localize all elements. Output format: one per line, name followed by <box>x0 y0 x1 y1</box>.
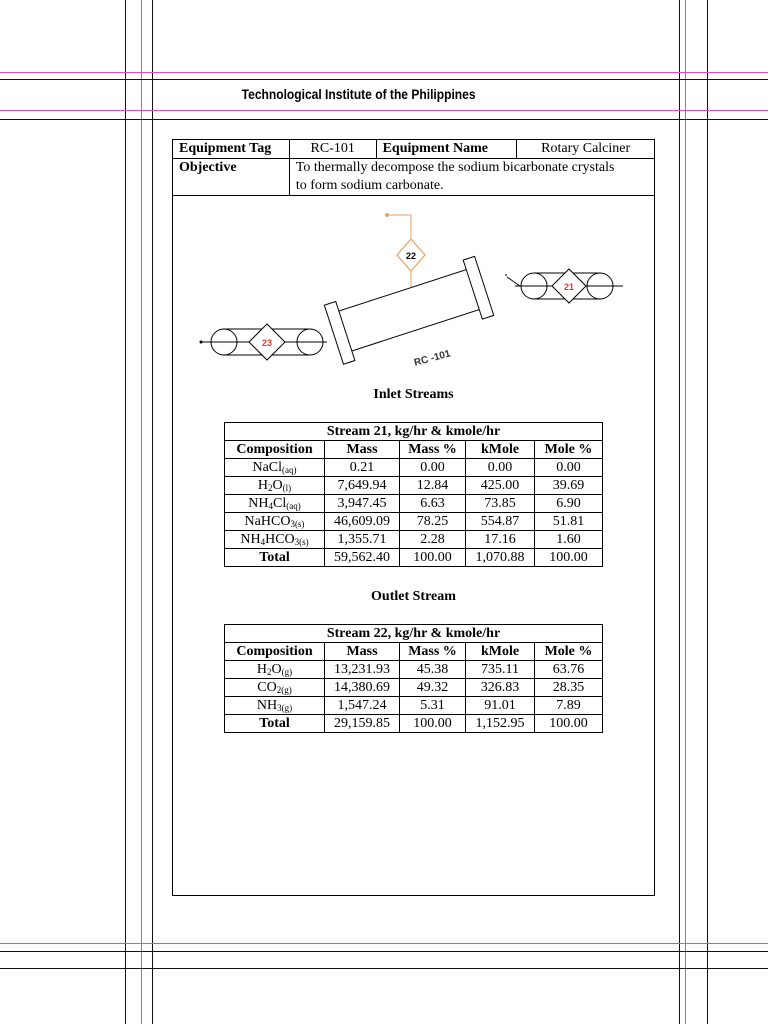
layout-guide <box>685 0 686 1024</box>
equipment-name-value: Rotary Calciner <box>517 140 655 159</box>
equipment-tag-value: RC-101 <box>289 140 376 159</box>
composition-cell: $NH_{3(g)}$ <box>225 697 325 715</box>
mass-pct-cell: 5.31 <box>400 697 466 715</box>
column-header: Mass % <box>400 643 466 661</box>
stream-21-label: 21 <box>563 282 575 292</box>
layout-guide <box>0 72 768 73</box>
kmole-cell: 73.85 <box>466 495 535 513</box>
mass-pct-cell: 2.28 <box>400 531 466 549</box>
equipment-tag-row <box>173 140 655 159</box>
layout-guide <box>152 0 153 1024</box>
kmole-cell: 17.16 <box>466 531 535 549</box>
table-title: Stream 22, kg/hr & kmole/hr <box>225 625 603 643</box>
outlet-section-title: Outlet Stream <box>371 589 456 604</box>
mass-pct-cell: 12.84 <box>400 477 466 495</box>
composition-cell: NaHCO$_{3(s)}$ <box>225 513 325 531</box>
kmole-cell: 1,152.95 <box>466 715 535 733</box>
total-row <box>225 549 603 567</box>
column-header: Composition <box>225 643 325 661</box>
mass-pct-cell: 6.63 <box>400 495 466 513</box>
mole-pct-cell: 63.76 <box>535 661 603 679</box>
kmole-cell: 91.01 <box>466 697 535 715</box>
objective-line: to form sodium carbonate. <box>295 178 444 193</box>
table-row <box>225 531 603 549</box>
column-header: Mass % <box>400 441 466 459</box>
mass-pct-cell: 0.00 <box>400 459 466 477</box>
objective-row <box>173 159 655 196</box>
layout-guide <box>679 0 680 1024</box>
column-header: Mole % <box>535 643 603 661</box>
stream-23-label: 23 <box>261 338 273 348</box>
layout-guide <box>125 0 126 1024</box>
mole-pct-cell: 100.00 <box>535 715 603 733</box>
column-header: kMole <box>466 441 535 459</box>
composition-cell: $H_2O_{(g)}$ <box>225 661 325 679</box>
layout-guide <box>0 943 768 944</box>
mass-cell: 46,609.09 <box>325 513 400 531</box>
mass-cell: 0.21 <box>325 459 400 477</box>
layout-guide <box>0 951 768 952</box>
column-header: Composition <box>225 441 325 459</box>
mole-pct-cell: 1.60 <box>535 531 603 549</box>
equipment-id-label: RC -101 <box>412 348 452 369</box>
stream-22-inlet-dot <box>385 213 389 217</box>
mass-cell: 1,547.24 <box>325 697 400 715</box>
calciner-drum-icon <box>324 256 493 364</box>
table-row <box>225 679 603 697</box>
table-row <box>225 477 603 495</box>
kmole-cell: 425.00 <box>466 477 535 495</box>
mass-cell: 1,355.71 <box>325 531 400 549</box>
stream-22-label: 22 <box>405 251 417 261</box>
table-row <box>225 513 603 531</box>
composition-cell: $H_2O_{(l)}$ <box>225 477 325 495</box>
layout-guide <box>0 119 768 120</box>
table-row <box>225 459 603 477</box>
total-row <box>225 715 603 733</box>
column-header: Mass <box>325 643 400 661</box>
kmole-cell: 1,070.88 <box>466 549 535 567</box>
mass-cell: 29,159.85 <box>325 715 400 733</box>
composition-cell: NaCl$_{(aq)}$ <box>225 459 325 477</box>
kmole-cell: 326.83 <box>466 679 535 697</box>
mass-pct-cell: 100.00 <box>400 549 466 567</box>
mass-pct-cell: 45.38 <box>400 661 466 679</box>
mole-pct-cell: 0.00 <box>535 459 603 477</box>
mole-pct-cell: 51.81 <box>535 513 603 531</box>
equipment-name-label: Equipment Name <box>376 140 517 159</box>
column-header: Mole % <box>535 441 603 459</box>
mass-cell: 59,562.40 <box>325 549 400 567</box>
mass-cell: 13,231.93 <box>325 661 400 679</box>
composition-cell: $NH_4HCO_{3(s)}$ <box>225 531 325 549</box>
institute-title: Technological Institute of the Philippines <box>241 86 476 102</box>
layout-guide <box>0 968 768 969</box>
objective-label: Objective <box>173 159 290 196</box>
composition-cell: $NH_4Cl_{(aq)}$ <box>225 495 325 513</box>
equipment-info-table <box>172 139 655 196</box>
mass-cell: 3,947.45 <box>325 495 400 513</box>
table-title-row <box>225 423 603 441</box>
mole-pct-cell: 28.35 <box>535 679 603 697</box>
objective-text <box>289 159 654 196</box>
inlet-section-title: Inlet Streams <box>373 387 454 402</box>
mass-pct-cell: 100.00 <box>400 715 466 733</box>
kmole-cell: 554.87 <box>466 513 535 531</box>
table-row <box>225 697 603 715</box>
table-row <box>225 495 603 513</box>
column-header: Mass <box>325 441 400 459</box>
mass-pct-cell: 49.32 <box>400 679 466 697</box>
table-row <box>225 661 603 679</box>
layout-guide <box>0 110 768 111</box>
mass-pct-cell: 78.25 <box>400 513 466 531</box>
table-header-row <box>225 441 603 459</box>
kmole-cell: 735.11 <box>466 661 535 679</box>
composition-cell: $CO_{2(g)}$ <box>225 679 325 697</box>
outlet-stream-table <box>224 624 603 733</box>
table-title: Stream 21, kg/hr & kmole/hr <box>225 423 603 441</box>
layout-guide <box>707 0 708 1024</box>
table-header-row <box>225 643 603 661</box>
column-header: kMole <box>466 643 535 661</box>
mass-cell: 14,380.69 <box>325 679 400 697</box>
mole-pct-cell: 39.69 <box>535 477 603 495</box>
total-label: Total <box>225 715 325 733</box>
mass-cell: 7,649.94 <box>325 477 400 495</box>
total-label: Total <box>225 549 325 567</box>
layout-guide <box>141 0 142 1024</box>
inlet-stream-table <box>224 422 603 567</box>
layout-guide <box>0 79 768 80</box>
equipment-tag-label: Equipment Tag <box>173 140 290 159</box>
kmole-cell: 0.00 <box>466 459 535 477</box>
mole-pct-cell: 6.90 <box>535 495 603 513</box>
mole-pct-cell: 7.89 <box>535 697 603 715</box>
rotary-calciner-diagram <box>195 205 635 380</box>
table-title-row <box>225 625 603 643</box>
mole-pct-cell: 100.00 <box>535 549 603 567</box>
objective-line: To thermally decompose the sodium bicarbonate crystals <box>295 160 615 175</box>
